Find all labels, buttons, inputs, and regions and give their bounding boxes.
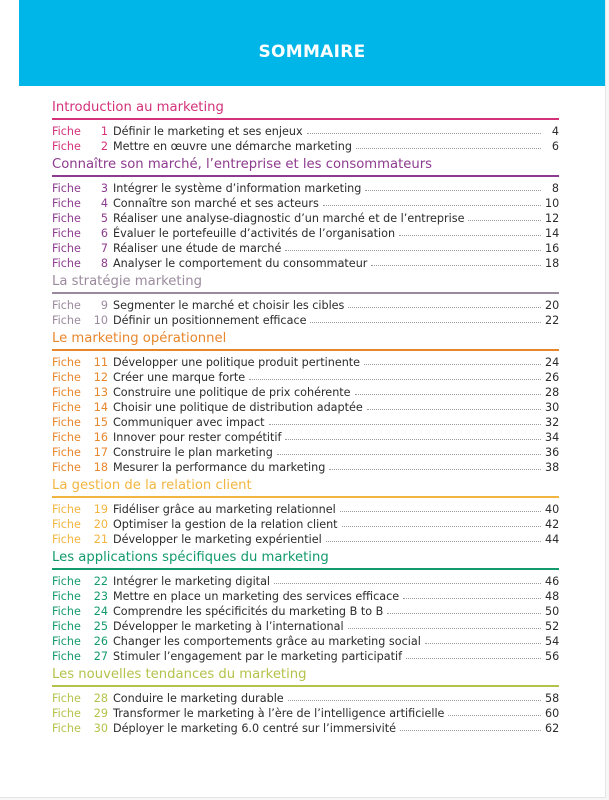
toc-entry[interactable]	[52, 139, 559, 154]
fiche-word: Fiche	[52, 401, 81, 414]
page-number[interactable]: 36	[545, 446, 560, 459]
toc-entry[interactable]	[52, 619, 559, 634]
page-number[interactable]: 20	[545, 299, 560, 312]
fiche-number: 6	[100, 227, 108, 240]
toc-entry[interactable]	[52, 181, 559, 196]
header-banner	[19, 0, 605, 86]
fiche-number: 9	[100, 299, 108, 312]
fiche-number: 26	[93, 635, 108, 648]
entry-title[interactable]: Communiquer avec impact	[113, 416, 265, 429]
entry-title[interactable]: Stimuler l’engagement par le marketing participatif	[113, 650, 403, 663]
page-number[interactable]: 58	[545, 692, 560, 705]
fiche-word: Fiche	[52, 575, 81, 588]
page-number[interactable]: 28	[545, 386, 560, 399]
toc-entry[interactable]	[52, 196, 559, 211]
fiche-word: Fiche	[52, 431, 81, 444]
fiche-number: 25	[93, 620, 108, 633]
page-number[interactable]: 14	[545, 227, 560, 240]
fiche-word: Fiche	[52, 125, 81, 138]
fiche-number: 17	[93, 446, 108, 459]
fiche-word: Fiche	[52, 140, 81, 153]
entry-title[interactable]: Développer une politique produit pertinente	[113, 356, 361, 369]
fiche-word: Fiche	[52, 386, 81, 399]
dot-leader	[367, 400, 541, 410]
dot-leader	[277, 445, 541, 455]
fiche-word: Fiche	[52, 446, 81, 459]
fiche-label	[52, 604, 110, 619]
page-number[interactable]: 10	[545, 197, 560, 210]
toc-entry[interactable]	[52, 385, 559, 400]
entry-title[interactable]: Définir un positionnement efficace	[113, 314, 307, 327]
entry-title[interactable]: Fidéliser grâce au marketing relationnel	[113, 503, 336, 516]
fiche-label	[52, 400, 110, 415]
fiche-label	[52, 241, 110, 256]
fiche-label	[52, 181, 110, 196]
toc-entry[interactable]	[52, 298, 559, 313]
fiche-number: 10	[93, 314, 108, 327]
toc-entry[interactable]	[52, 589, 559, 604]
entry-title[interactable]: Créer une marque forte	[113, 371, 246, 384]
page-number[interactable]: 38	[545, 461, 560, 474]
toc-entry[interactable]	[52, 400, 559, 415]
fiche-word: Fiche	[52, 197, 81, 210]
fiche-number: 19	[93, 503, 108, 516]
entry-title[interactable]: Conduire le marketing durable	[113, 692, 284, 705]
fiche-label	[52, 211, 110, 226]
fiche-number: 29	[93, 707, 108, 720]
dot-leader	[468, 211, 541, 221]
dot-leader	[323, 196, 541, 206]
entry-title[interactable]: Réaliser une étude de marché	[113, 242, 282, 255]
dot-leader	[399, 226, 541, 236]
fiche-number: 27	[93, 650, 108, 663]
page-number[interactable]: 16	[545, 242, 560, 255]
toc-entry[interactable]	[52, 634, 559, 649]
fiche-label	[52, 256, 110, 271]
page-number[interactable]: 8	[551, 182, 559, 195]
toc-entry[interactable]	[52, 226, 559, 241]
entry-title[interactable]: Mettre en œuvre une démarche marketing	[113, 140, 352, 153]
dot-leader	[365, 181, 541, 191]
fiche-word: Fiche	[52, 182, 81, 195]
section-heading[interactable]: Connaître son marché, l’entreprise et les consommateurs	[52, 156, 559, 177]
dot-leader	[340, 502, 541, 512]
entry-title[interactable]: Segmenter le marché et choisir les cibles	[113, 299, 345, 312]
toc-entry[interactable]	[52, 415, 559, 430]
section-heading[interactable]: Introduction au marketing	[52, 99, 559, 120]
fiche-number: 11	[93, 356, 108, 369]
fiche-label	[52, 634, 110, 649]
entry-title[interactable]: Construire le plan marketing	[113, 446, 273, 459]
page-number[interactable]: 56	[545, 650, 560, 663]
entry-title[interactable]: Définir le marketing et ses enjeux	[113, 125, 303, 138]
toc-entry[interactable]	[52, 211, 559, 226]
dot-leader	[326, 532, 541, 542]
section-heading[interactable]: La gestion de la relation client	[52, 477, 559, 498]
fiche-label	[52, 370, 110, 385]
fiche-label	[52, 589, 110, 604]
toc-entry[interactable]	[52, 706, 559, 721]
toc-section	[52, 477, 559, 547]
toc-entry[interactable]	[52, 241, 559, 256]
fiche-number: 13	[93, 386, 108, 399]
fiche-label	[52, 532, 110, 547]
fiche-word: Fiche	[52, 518, 81, 531]
fiche-number: 24	[93, 605, 108, 618]
fiche-label	[52, 574, 110, 589]
fiche-number: 5	[100, 212, 108, 225]
fiche-number: 3	[100, 182, 108, 195]
dot-leader	[364, 355, 541, 365]
fiche-word: Fiche	[52, 227, 81, 240]
fiche-number: 4	[100, 197, 108, 210]
fiche-label	[52, 430, 110, 445]
fiche-label	[52, 706, 110, 721]
fiche-word: Fiche	[52, 416, 81, 429]
fiche-word: Fiche	[52, 707, 81, 720]
fiche-word: Fiche	[52, 356, 81, 369]
fiche-label	[52, 691, 110, 706]
toc-entry[interactable]	[52, 691, 559, 706]
page-number[interactable]: 40	[545, 503, 560, 516]
fiche-label	[52, 619, 110, 634]
toc-section	[52, 99, 559, 154]
toc-entry[interactable]	[52, 604, 559, 619]
dot-leader	[448, 706, 541, 716]
toc-entry[interactable]	[52, 502, 559, 517]
toc-entry[interactable]	[52, 355, 559, 370]
fiche-number: 1	[100, 125, 108, 138]
fiche-label	[52, 445, 110, 460]
entry-title[interactable]: Changer les comportements grâce au marketing social	[113, 635, 421, 648]
toc-entry[interactable]	[52, 517, 559, 532]
fiche-label	[52, 139, 110, 154]
toc-entry[interactable]	[52, 721, 559, 736]
fiche-word: Fiche	[52, 299, 81, 312]
fiche-label	[52, 649, 110, 664]
page-number[interactable]: 26	[545, 371, 560, 384]
page-number[interactable]: 42	[545, 518, 560, 531]
fiche-word: Fiche	[52, 635, 81, 648]
dot-leader	[310, 313, 541, 323]
fiche-number: 7	[100, 242, 108, 255]
fiche-number: 23	[93, 590, 108, 603]
dot-leader	[307, 124, 541, 134]
fiche-word: Fiche	[52, 620, 81, 633]
dot-leader	[356, 139, 541, 149]
toc-entry[interactable]	[52, 430, 559, 445]
dot-leader	[387, 604, 541, 614]
fiche-number: 8	[100, 257, 108, 270]
dot-leader	[342, 517, 541, 527]
page-number[interactable]: 54	[545, 635, 560, 648]
section-heading[interactable]: La stratégie marketing	[52, 273, 559, 294]
fiche-number: 15	[93, 416, 108, 429]
fiche-word: Fiche	[52, 722, 81, 735]
fiche-number: 2	[100, 140, 108, 153]
fiche-word: Fiche	[52, 692, 81, 705]
fiche-label	[52, 502, 110, 517]
fiche-number: 14	[93, 401, 108, 414]
page-number[interactable]: 6	[551, 140, 559, 153]
page-number[interactable]: 12	[545, 212, 560, 225]
dot-leader	[371, 256, 541, 266]
entry-title[interactable]: Choisir une politique de distribution adaptée	[113, 401, 363, 414]
table-of-contents	[52, 99, 559, 738]
page-number[interactable]: 34	[545, 431, 560, 444]
fiche-word: Fiche	[52, 314, 81, 327]
entry-title[interactable]: Intégrer le marketing digital	[113, 575, 271, 588]
entry-title[interactable]: Mettre en place un marketing des services efficace	[113, 590, 400, 603]
fiche-number: 21	[93, 533, 108, 546]
dot-leader	[348, 619, 541, 629]
toc-entry[interactable]	[52, 574, 559, 589]
entry-title[interactable]: Optimiser la gestion de la relation client	[113, 518, 338, 531]
toc-section	[52, 666, 559, 736]
page-number[interactable]: 44	[545, 533, 560, 546]
page-number[interactable]: 62	[545, 722, 560, 735]
page-number[interactable]: 22	[545, 314, 560, 327]
page-number[interactable]: 46	[545, 575, 560, 588]
fiche-label	[52, 415, 110, 430]
fiche-label	[52, 385, 110, 400]
dot-leader	[285, 430, 541, 440]
dot-leader	[274, 574, 541, 584]
fiche-number: 16	[93, 431, 108, 444]
fiche-word: Fiche	[52, 461, 81, 474]
fiche-number: 30	[93, 722, 108, 735]
entry-title[interactable]: Mesurer la performance du marketing	[113, 461, 326, 474]
toc-section	[52, 330, 559, 475]
dot-leader	[400, 721, 541, 731]
toc-section	[52, 273, 559, 328]
dot-leader	[269, 415, 541, 425]
entry-title[interactable]: Connaître son marché et ses acteurs	[113, 197, 319, 210]
fiche-label	[52, 298, 110, 313]
dot-leader	[288, 691, 541, 701]
fiche-label	[52, 196, 110, 211]
fiche-number: 28	[93, 692, 108, 705]
fiche-word: Fiche	[52, 605, 81, 618]
toc-entry[interactable]	[52, 532, 559, 547]
dot-leader	[348, 298, 541, 308]
dot-leader	[403, 589, 541, 599]
page-number[interactable]: 24	[545, 356, 560, 369]
page-number[interactable]: 52	[545, 620, 560, 633]
fiche-label	[52, 124, 110, 139]
dot-leader	[329, 460, 541, 470]
page-number[interactable]: 60	[545, 707, 560, 720]
dot-leader	[425, 634, 541, 644]
fiche-number: 22	[93, 575, 108, 588]
fiche-label	[52, 355, 110, 370]
toc-entry[interactable]	[52, 370, 559, 385]
entry-title[interactable]: Transformer le marketing à l’ère de l’intelligence artificielle	[113, 707, 445, 720]
fiche-word: Fiche	[52, 533, 81, 546]
entry-title[interactable]: Développer le marketing à l’international	[113, 620, 344, 633]
toc-entry[interactable]	[52, 124, 559, 139]
fiche-label	[52, 721, 110, 736]
section-heading[interactable]: Les nouvelles tendances du marketing	[52, 666, 559, 687]
toc-entry[interactable]	[52, 256, 559, 271]
toc-entry[interactable]	[52, 649, 559, 664]
dot-leader	[406, 649, 541, 659]
fiche-label	[52, 226, 110, 241]
entry-title[interactable]: Comprendre les spécificités du marketing B to B	[113, 605, 384, 618]
page-number[interactable]: 32	[545, 416, 560, 429]
fiche-word: Fiche	[52, 257, 81, 270]
fiche-label	[52, 517, 110, 532]
dot-leader	[355, 385, 541, 395]
toc-section	[52, 549, 559, 664]
toc-entry[interactable]	[52, 460, 559, 475]
entry-title[interactable]: Intégrer le système d’information marketing	[113, 182, 362, 195]
entry-title[interactable]: Déployer le marketing 6.0 centré sur l’immersivité	[113, 722, 397, 735]
page-title: SOMMAIRE	[258, 42, 366, 62]
page-number[interactable]: 48	[545, 590, 560, 603]
page-number[interactable]: 50	[545, 605, 560, 618]
fiche-word: Fiche	[52, 650, 81, 663]
fiche-number: 12	[93, 371, 108, 384]
toc-entry[interactable]	[52, 445, 559, 460]
fiche-word: Fiche	[52, 503, 81, 516]
dot-leader	[249, 370, 541, 380]
fiche-label	[52, 313, 110, 328]
page-number[interactable]: 4	[551, 125, 559, 138]
entry-title[interactable]: Innover pour rester compétitif	[113, 431, 282, 444]
toc-section	[52, 156, 559, 271]
fiche-word: Fiche	[52, 590, 81, 603]
entry-title[interactable]: Analyser le comportement du consommateur	[113, 257, 368, 270]
fiche-word: Fiche	[52, 242, 81, 255]
fiche-word: Fiche	[52, 371, 81, 384]
section-heading[interactable]: Les applications spécifiques du marketing	[52, 549, 559, 570]
dot-leader	[285, 241, 541, 251]
page-number[interactable]: 30	[545, 401, 560, 414]
fiche-number: 20	[93, 518, 108, 531]
entry-title[interactable]: Construire une politique de prix cohérente	[113, 386, 351, 399]
fiche-word: Fiche	[52, 212, 81, 225]
entry-title[interactable]: Réaliser une analyse-diagnostic d’un marché et de l’entreprise	[113, 212, 465, 225]
toc-entry[interactable]	[52, 313, 559, 328]
entry-title[interactable]: Développer le marketing expérientiel	[113, 533, 322, 546]
section-heading[interactable]: Le marketing opérationnel	[52, 330, 559, 351]
fiche-number: 18	[93, 461, 108, 474]
page-number[interactable]: 18	[545, 257, 560, 270]
entry-title[interactable]: Évaluer le portefeuille d’activités de l’organisation	[113, 227, 396, 240]
fiche-label	[52, 460, 110, 475]
